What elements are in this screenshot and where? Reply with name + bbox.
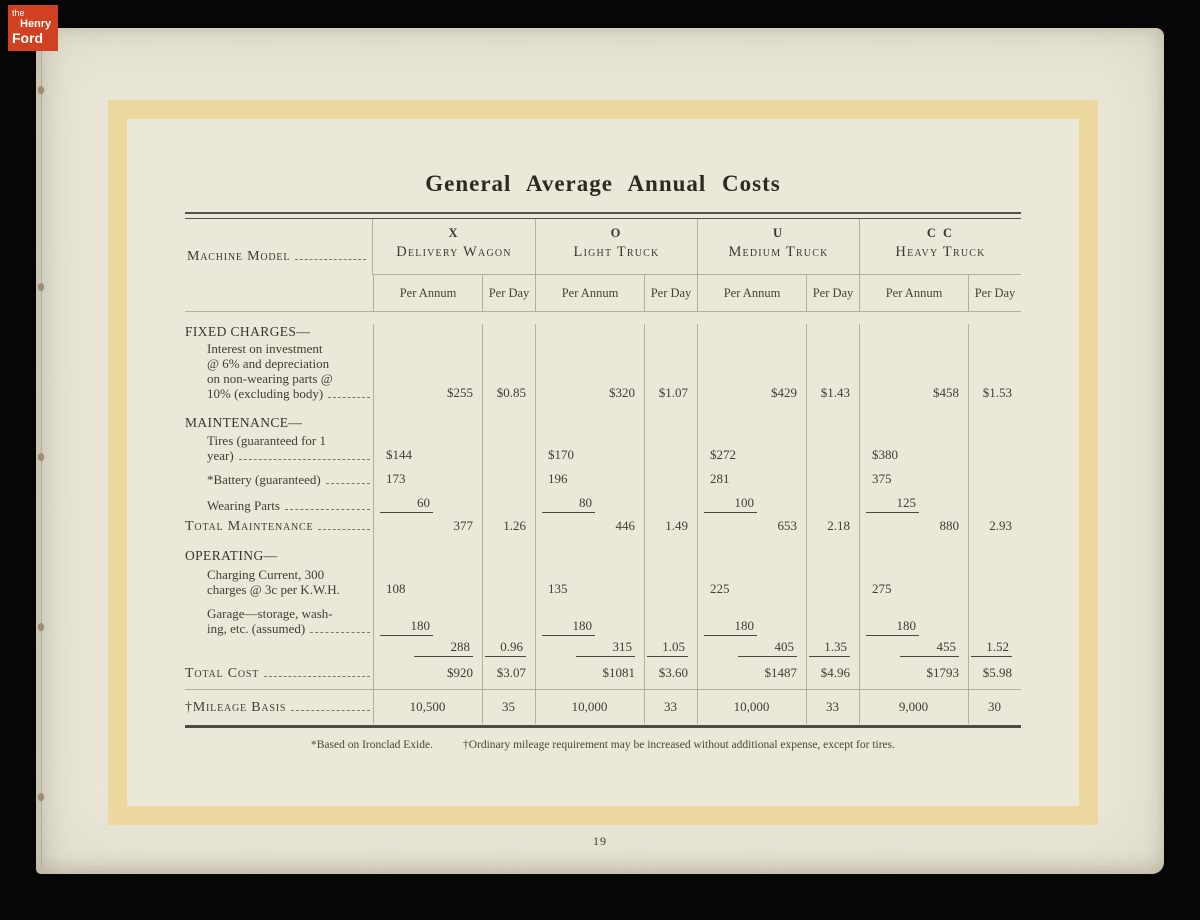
annum-value <box>535 639 644 657</box>
day-value: $0.85 <box>496 385 526 400</box>
day-value: $1.53 <box>982 385 1012 400</box>
row-label: FIXED CHARGES— <box>185 324 311 339</box>
annum-value: 377 <box>453 518 473 533</box>
annum-value: $272 <box>710 447 736 462</box>
section-row <box>185 324 1021 339</box>
dotted-leader <box>295 258 366 260</box>
model-name: Light Truck <box>573 244 660 260</box>
model-name: Delivery Wagon <box>396 244 512 260</box>
annum-value: 880 <box>939 518 959 533</box>
column-divider <box>697 324 698 724</box>
annum-value: 173 <box>386 471 406 486</box>
logo-line-the: the <box>12 8 25 18</box>
underlined-value: 288 <box>414 639 473 657</box>
binding-stitch <box>38 283 44 290</box>
row-label-line: charges @ 3c per K.W.H. <box>207 582 340 597</box>
day-value <box>482 639 535 657</box>
day-value: 35 <box>502 699 515 714</box>
annum-value: $380 <box>872 447 898 462</box>
item-row <box>185 495 1021 513</box>
annum-value <box>859 639 968 657</box>
row-label-text: year) <box>207 448 234 463</box>
machine-model-label: Machine Model <box>187 249 369 265</box>
column-group-delivery-wagon <box>373 219 535 274</box>
henry-ford-logo <box>8 5 58 51</box>
column-subdivider <box>806 324 807 724</box>
annum-value <box>859 618 968 636</box>
model-name: Medium Truck <box>728 244 829 260</box>
model-code: X <box>448 226 460 240</box>
row-label-text: Total Maintenance <box>185 519 314 534</box>
annum-value: 196 <box>548 471 568 486</box>
table-bottom-rule <box>185 725 1021 728</box>
row-label <box>185 472 373 487</box>
binding-stitch <box>38 86 44 93</box>
annum-value: 108 <box>386 581 406 596</box>
row-label-text: †Mileage Basis <box>185 699 287 715</box>
dotted-leader <box>291 709 370 711</box>
annum-value: 10,500 <box>409 699 446 714</box>
row-label-line: on non-wearing parts @ <box>207 371 333 386</box>
footnotes <box>127 739 1079 751</box>
annum-value: $1081 <box>602 665 635 680</box>
per-day-header: Per Day <box>482 275 535 311</box>
day-value: 2.18 <box>827 518 850 533</box>
day-value: $1.07 <box>658 385 688 400</box>
column-group-medium-truck <box>697 219 859 274</box>
item-row <box>185 567 1021 597</box>
column-subdivider <box>644 324 645 724</box>
day-value <box>968 639 1021 657</box>
section-row <box>185 548 1021 563</box>
row-label-text: 10% (excluding body) <box>207 386 324 401</box>
row-label <box>185 433 373 463</box>
row-label <box>185 700 373 715</box>
row-label-line <box>207 386 373 401</box>
underlined-value: 100 <box>704 495 757 513</box>
total-row <box>185 518 1021 534</box>
costs-table <box>185 212 1021 728</box>
decorative-border <box>108 100 1098 825</box>
annum-value: $255 <box>447 385 473 400</box>
dotted-leader <box>328 396 370 398</box>
day-value: 1.26 <box>503 518 526 533</box>
item-row <box>185 471 1021 487</box>
per-annum-header: Per Annum <box>373 275 482 311</box>
page-title: General Average Annual Costs <box>425 171 781 196</box>
item-row <box>185 341 1021 401</box>
binding-crease <box>41 30 42 866</box>
row-label-line: Garage—storage, wash- <box>207 606 333 621</box>
per-annum-header: Per Annum <box>859 275 968 311</box>
annum-value <box>373 495 482 513</box>
row-label-text: ing, etc. (assumed) <box>207 621 306 636</box>
column-divider <box>373 324 374 724</box>
annum-value: 135 <box>548 581 568 596</box>
dotted-leader <box>285 508 370 510</box>
row-label-line <box>207 472 373 487</box>
page-number: 19 <box>593 834 607 848</box>
annum-value: $458 <box>933 385 959 400</box>
underlined-value: 315 <box>576 639 635 657</box>
day-value: $3.60 <box>658 665 688 680</box>
day-value: $3.07 <box>496 665 526 680</box>
annum-value: 281 <box>710 471 730 486</box>
footnote-mileage: †Ordinary mileage requirement may be increased without additional expense, except for tires. <box>462 739 896 751</box>
column-divider <box>535 324 536 724</box>
annum-value: $144 <box>386 447 412 462</box>
annum-value: 225 <box>710 581 730 596</box>
underlined-value: 180 <box>380 618 433 636</box>
annum-value: 275 <box>872 581 892 596</box>
model-code: C C <box>926 226 955 240</box>
underlined-value: 180 <box>866 618 919 636</box>
column-subdivider <box>482 324 483 724</box>
underlined-value: 1.35 <box>809 639 850 657</box>
annum-value <box>373 639 482 657</box>
day-value: 30 <box>988 699 1001 714</box>
underlined-value: 405 <box>738 639 797 657</box>
section-row <box>185 415 1021 430</box>
table-header-periods <box>185 275 1021 312</box>
day-value: 1.49 <box>665 518 688 533</box>
annum-value <box>697 639 806 657</box>
row-label: OPERATING— <box>185 548 278 563</box>
binding-stitch <box>38 793 44 800</box>
row-label <box>185 666 373 681</box>
logo-line-henry: Henry <box>20 18 52 30</box>
column-divider <box>859 324 860 724</box>
underlined-value: 1.05 <box>647 639 688 657</box>
dotted-leader <box>264 675 370 677</box>
item-row <box>185 606 1021 636</box>
day-value: 33 <box>826 699 839 714</box>
row-label-line: Tires (guaranteed for 1 <box>207 433 327 448</box>
row-label-text: Total Cost <box>185 666 260 681</box>
annum-value <box>373 618 482 636</box>
book-page <box>36 28 1164 874</box>
day-value: $4.96 <box>820 665 850 680</box>
annum-value: $429 <box>771 385 797 400</box>
table-top-rule <box>185 212 1021 219</box>
row-label <box>185 498 373 513</box>
model-code: U <box>772 226 785 240</box>
underlined-value: 180 <box>704 618 757 636</box>
column-group-heavy-truck <box>859 219 1021 274</box>
model-code: O <box>610 226 623 240</box>
row-label <box>185 567 373 597</box>
annum-value: $920 <box>447 665 473 680</box>
dotted-leader <box>239 458 370 460</box>
day-value: 33 <box>664 699 677 714</box>
column-group-light-truck <box>535 219 697 274</box>
subtotal-row <box>185 639 1021 657</box>
row-label-line <box>207 498 373 513</box>
underlined-value: 1.52 <box>971 639 1012 657</box>
per-day-header: Per Day <box>968 275 1021 311</box>
binding-stitch <box>38 453 44 460</box>
row-label-line <box>207 621 373 636</box>
annum-value <box>697 495 806 513</box>
annum-value: $320 <box>609 385 635 400</box>
dotted-leader <box>326 482 370 484</box>
dotted-leader <box>318 528 370 530</box>
annum-value: 375 <box>872 471 892 486</box>
annum-value: $170 <box>548 447 574 462</box>
underlined-value: 60 <box>380 495 433 513</box>
day-value: $5.98 <box>982 665 1012 680</box>
row-label-text: *Battery (guaranteed) <box>207 472 321 487</box>
model-name: Heavy Truck <box>895 244 986 260</box>
item-row <box>185 433 1021 463</box>
annum-value: 653 <box>777 518 797 533</box>
row-label: MAINTENANCE— <box>185 415 303 430</box>
table-body <box>185 324 1021 724</box>
annum-value <box>859 495 968 513</box>
underlined-value: 80 <box>542 495 595 513</box>
header-spacer <box>185 275 373 311</box>
row-label-line <box>207 448 373 463</box>
footnote-battery: *Based on Ironclad Exide. <box>310 739 433 751</box>
total-row <box>185 665 1021 681</box>
underlined-value: 180 <box>542 618 595 636</box>
mileage-row <box>185 690 1021 724</box>
row-label <box>185 341 373 401</box>
day-value: 2.93 <box>989 518 1012 533</box>
row-label <box>185 519 373 534</box>
column-subdivider <box>968 324 969 724</box>
row-label-line: @ 6% and depreciation <box>207 356 330 371</box>
annum-value: 10,000 <box>571 699 608 714</box>
annum-value: $1487 <box>764 665 797 680</box>
annum-value: 446 <box>615 518 635 533</box>
logo-line-ford: Ford <box>12 30 44 46</box>
dotted-leader <box>310 631 370 633</box>
underlined-value: 125 <box>866 495 919 513</box>
annum-value <box>535 495 644 513</box>
binding-stitch <box>38 623 44 630</box>
per-annum-header: Per Annum <box>535 275 644 311</box>
day-value: $1.43 <box>820 385 850 400</box>
annum-value <box>697 618 806 636</box>
row-label-line: Interest on investment <box>207 341 323 356</box>
per-day-header: Per Day <box>644 275 697 311</box>
annum-value: 10,000 <box>733 699 770 714</box>
row-label-text: Wearing Parts <box>207 498 280 513</box>
model-group-headers <box>372 219 1021 275</box>
annum-value <box>535 618 644 636</box>
annum-value: 9,000 <box>898 699 929 714</box>
row-label-line: Charging Current, 300 <box>207 567 325 582</box>
row-label <box>185 606 373 636</box>
header-spacer <box>185 219 372 275</box>
table-header-models <box>185 219 1021 275</box>
per-annum-header: Per Annum <box>697 275 806 311</box>
underlined-value: 0.96 <box>485 639 526 657</box>
day-value <box>806 639 859 657</box>
day-value <box>644 639 697 657</box>
annum-value: $1793 <box>926 665 959 680</box>
per-day-header: Per Day <box>806 275 859 311</box>
underlined-value: 455 <box>900 639 959 657</box>
